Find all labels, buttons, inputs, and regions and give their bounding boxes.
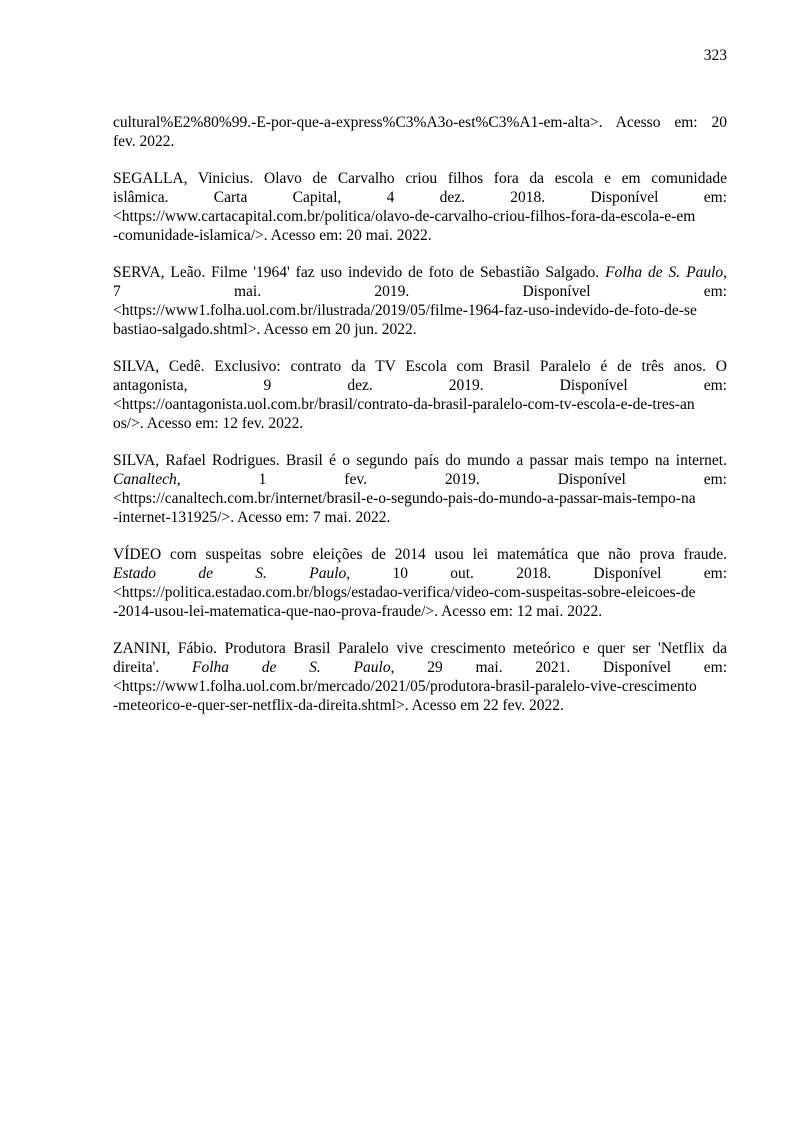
- reference-text: <https://www.cartacapital.com.br/politica/olavo-de-carvalho-criou-filhos-fora-da-escola-e-em: [113, 208, 696, 225]
- reference-line: [113, 301, 727, 320]
- reference-text: direita'.: [113, 659, 193, 676]
- reference-line: [113, 282, 727, 301]
- reference-line: [113, 207, 727, 226]
- reference-text: os/>. Acesso em: 12 fev. 2022.: [113, 415, 304, 432]
- reference-entry: [113, 545, 727, 621]
- reference-publication-title: Estado de S. Paulo,: [113, 565, 351, 582]
- reference-line: [113, 602, 727, 621]
- reference-line: [113, 451, 727, 470]
- reference-text: <https://oantagonista.uol.com.br/brasil/contrato-da-brasil-paralelo-com-tv-escola-e-de-tres-an: [113, 396, 695, 413]
- reference-line: [113, 376, 727, 395]
- reference-entry: [113, 113, 727, 151]
- reference-line: [113, 263, 727, 282]
- reference-publication-title: Folha de S. Paulo,: [605, 264, 727, 281]
- reference-text: -2014-usou-lei-matematica-que-nao-prova-fraude/>. Acesso em: 12 mai. 2022.: [113, 603, 603, 620]
- reference-text: cultural%E2%80%99.-E-por-que-a-express%C3%A3o-est%C3%A1-em-alta>. Acesso em: 20: [113, 114, 727, 131]
- reference-line: [113, 188, 727, 207]
- reference-text: fev. 2022.: [113, 133, 175, 150]
- reference-line: [113, 395, 727, 414]
- reference-text: -comunidade-islamica/>. Acesso em: 20 mai. 2022.: [113, 227, 432, 244]
- reference-text: ZANINI, Fábio. Produtora Brasil Paralelo vive crescimento meteórico e quer ser 'Netflix da: [113, 640, 727, 657]
- reference-text: -meteorico-e-quer-ser-netflix-da-direita.shtml>. Acesso em 22 fev. 2022.: [113, 697, 564, 714]
- reference-text: <https://www1.folha.uol.com.br/mercado/2021/05/produtora-brasil-paralelo-vive-crescimento: [113, 678, 697, 695]
- reference-line: [113, 169, 727, 188]
- reference-text: 10 out. 2018. Disponível em:: [350, 565, 727, 582]
- reference-text: islâmica. Carta Capital, 4 dez. 2018. Disponível em:: [113, 189, 727, 206]
- reference-text: 7 mai. 2019. Disponível em:: [113, 283, 727, 300]
- reference-text: SEGALLA, Vinicius. Olavo de Carvalho criou filhos fora da escola e em comunidade: [113, 170, 727, 187]
- references-list: [113, 113, 727, 715]
- page-number: 323: [703, 47, 727, 64]
- reference-line: [113, 489, 727, 508]
- reference-line: [113, 677, 727, 696]
- reference-text: SILVA, Cedê. Exclusivo: contrato da TV Escola com Brasil Paralelo é de três anos. O: [113, 358, 727, 375]
- reference-text: <https://canaltech.com.br/internet/brasil-e-o-segundo-pais-do-mundo-a-passar-mais-tempo-na: [113, 490, 696, 507]
- reference-line: [113, 226, 727, 245]
- reference-text: bastiao-salgado.shtml>. Acesso em 20 jun. 2022.: [113, 321, 417, 338]
- reference-text: <https://www1.folha.uol.com.br/ilustrada/2019/05/filme-1964-faz-uso-indevido-de-foto-de-se: [113, 302, 697, 319]
- reference-line: [113, 470, 727, 489]
- reference-line: [113, 696, 727, 715]
- reference-entry: [113, 357, 727, 433]
- reference-line: [113, 113, 727, 132]
- reference-entry: [113, 451, 727, 527]
- reference-entry: [113, 263, 727, 339]
- reference-line: [113, 583, 727, 602]
- reference-text: SILVA, Rafael Rodrigues. Brasil é o segundo país do mundo a passar mais tempo na internet.: [113, 452, 727, 469]
- reference-line: [113, 414, 727, 433]
- reference-line: [113, 357, 727, 376]
- reference-publication-title: Folha de S. Paulo: [192, 659, 391, 676]
- reference-entry: [113, 639, 727, 715]
- reference-line: [113, 564, 727, 583]
- reference-text: 1 fev. 2019. Disponível em:: [180, 471, 727, 488]
- reference-publication-title: Canaltech,: [113, 471, 181, 488]
- reference-line: [113, 320, 727, 339]
- reference-text: , 29 mai. 2021. Disponível em:: [390, 659, 727, 676]
- reference-text: antagonista, 9 dez. 2019. Disponível em:: [113, 377, 727, 394]
- reference-line: [113, 639, 727, 658]
- reference-line: [113, 508, 727, 527]
- reference-line: [113, 545, 727, 564]
- reference-line: [113, 658, 727, 677]
- reference-text: VÍDEO com suspeitas sobre eleições de 2014 usou lei matemática que não prova fraude.: [113, 546, 727, 563]
- reference-line: [113, 132, 727, 151]
- reference-text: SERVA, Leão. Filme '1964' faz uso indevido de foto de Sebastião Salgado.: [113, 264, 606, 281]
- reference-text: <https://politica.estadao.com.br/blogs/estadao-verifica/video-com-suspeitas-sobre-eleicoes-de: [113, 584, 696, 601]
- reference-entry: [113, 169, 727, 245]
- reference-text: -internet-131925/>. Acesso em: 7 mai. 2022.: [113, 509, 391, 526]
